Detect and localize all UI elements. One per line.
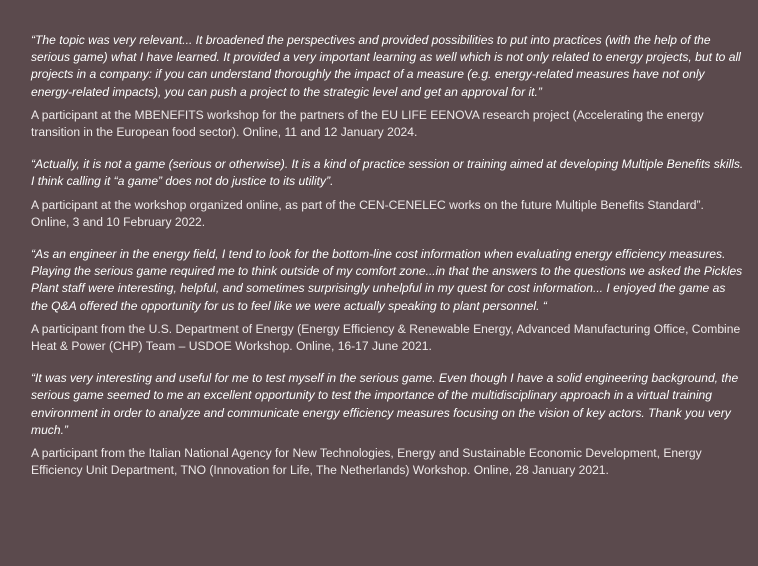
testimonial-quote: “Actually, it is not a game (serious or otherwise). It is a kind of practice session or training aimed at developing Multiple Benefits skills. I think calling it “a game” does not do justice to its utility”.	[31, 157, 744, 189]
testimonial-item	[31, 246, 745, 355]
testimonial-attribution: A participant at the workshop organized online, as part of the CEN-CENELEC works on the future Multiple Benefits Standard”. Online, 3 and 10 February 2022.	[31, 197, 704, 229]
testimonial-attribution: A participant from the U.S. Department of Energy (Energy Efficiency & Renewable Energy, Advanced Manufacturing Office, Combine Heat & Power (CHP) Team – USDOE Workshop. Online, 16-17 June 2021.	[31, 321, 741, 354]
testimonial-quote: “As an engineer in the energy field, I tend to look for the bottom-line cost information when evaluating energy efficiency measures. Playing the serious game required me to think outside of my comfort zone...in that the answers to the questions we asked the Pickles Plant staff were interesting, helpful, and sometimes surprisingly unhelpful in my quest for cost information... I enjoyed the game as the Q&A offered the opportunity for us to feel like we were actually speaking to plant personnel. “	[31, 247, 743, 313]
testimonial-item	[31, 156, 745, 231]
testimonial-attribution: A participant from the Italian National Agency for New Technologies, Energy and Sustainable Economic Development, Energy Efficiency Unit Department, TNO (Innovation for Life, The Netherlands) Workshop. Online, 28 January 2021.	[31, 446, 702, 478]
testimonial-item	[31, 32, 745, 141]
testimonials-list	[31, 32, 745, 479]
testimonial-quote: “It was very interesting and useful for me to test myself in the serious game. Even though I have a solid engineering background, the serious game seemed to me an excellent opportunity to test the importance of the multidisciplinary approach in a virtual training environment in order to analyze and communicate energy efficiency measures focusing on the vision of key actors. Thank you very much.”	[31, 371, 739, 437]
testimonial-item	[31, 370, 745, 479]
testimonial-attribution: A participant at the MBENEFITS workshop for the partners of the EU LIFE EENOVA research project (Accelerating the energy transition in the European food sector). Online, 11 and 12 January 2024.	[31, 107, 704, 140]
testimonial-quote: “The topic was very relevant... It broadened the perspectives and provided possibilities to put into practices (with the help of the serious game) what I have learned. It provided a very important learning as well which is not only related to energy projects, but to all projects in a company: if you can understand thoroughly the impact of a measure (e.g. energy-related measures have not only energy-related impacts), you can push a project to the strategic level and get an approval for it.”	[31, 33, 741, 99]
